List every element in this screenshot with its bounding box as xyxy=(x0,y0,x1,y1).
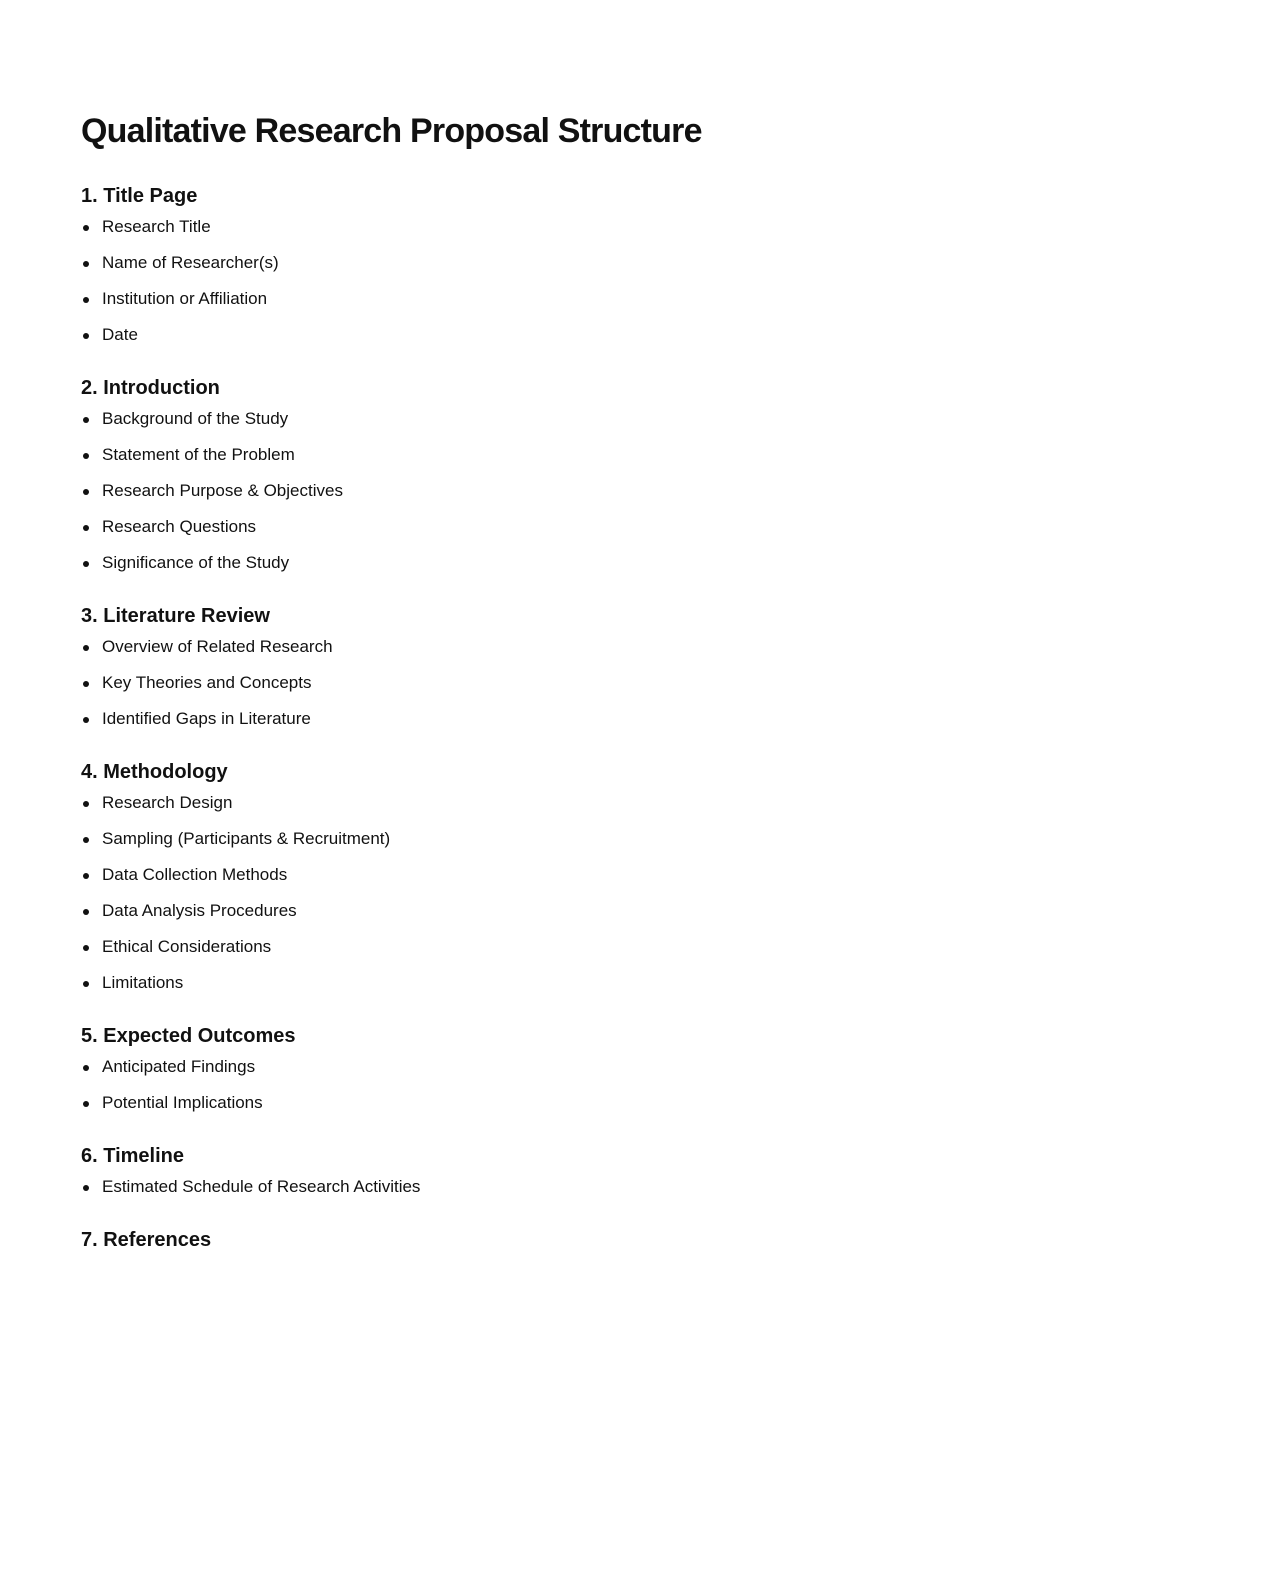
list-item: Potential Implications xyxy=(81,1092,1181,1114)
section-expected-outcomes xyxy=(81,1022,1181,1114)
bullet-list xyxy=(81,792,1181,994)
list-item: Name of Researcher(s) xyxy=(81,252,1181,274)
list-item: Research Questions xyxy=(81,516,1181,538)
list-item: Estimated Schedule of Research Activities xyxy=(81,1176,1181,1198)
section-heading: 3. Literature Review xyxy=(81,605,270,627)
bullet-list xyxy=(81,1056,1181,1114)
list-item: Institution or Affiliation xyxy=(81,288,1181,310)
bullet-list xyxy=(81,408,1181,574)
list-item: Significance of the Study xyxy=(81,552,1181,574)
list-item: Overview of Related Research xyxy=(81,636,1181,658)
bullet-list xyxy=(81,1176,1181,1198)
section-methodology xyxy=(81,758,1181,994)
list-item: Research Purpose & Objectives xyxy=(81,480,1181,502)
section-heading: 1. Title Page xyxy=(81,185,198,207)
section-references xyxy=(81,1226,1181,1254)
bullet-list xyxy=(81,636,1181,730)
section-heading: 5. Expected Outcomes xyxy=(81,1025,296,1047)
list-item: Background of the Study xyxy=(81,408,1181,430)
list-item: Date xyxy=(81,324,1181,346)
section-title-page xyxy=(81,182,1181,346)
list-item: Limitations xyxy=(81,972,1181,994)
list-item: Data Collection Methods xyxy=(81,864,1181,886)
list-item: Anticipated Findings xyxy=(81,1056,1181,1078)
section-heading: 4. Methodology xyxy=(81,761,228,783)
bullet-list xyxy=(81,216,1181,346)
list-item: Data Analysis Procedures xyxy=(81,900,1181,922)
list-item: Ethical Considerations xyxy=(81,936,1181,958)
section-heading: 6. Timeline xyxy=(81,1145,185,1167)
list-item: Key Theories and Concepts xyxy=(81,672,1181,694)
section-introduction xyxy=(81,374,1181,574)
list-item: Research Design xyxy=(81,792,1181,814)
list-item: Research Title xyxy=(81,216,1181,238)
section-literature-review xyxy=(81,602,1181,730)
list-item: Sampling (Participants & Recruitment) xyxy=(81,828,1181,850)
section-timeline xyxy=(81,1142,1181,1198)
list-item: Statement of the Problem xyxy=(81,444,1181,466)
page-title: Qualitative Research Proposal Structure xyxy=(81,112,702,150)
document-content xyxy=(81,108,1181,1260)
section-heading: 7. References xyxy=(81,1229,212,1251)
section-heading: 2. Introduction xyxy=(81,377,220,399)
list-item: Identified Gaps in Literature xyxy=(81,708,1181,730)
